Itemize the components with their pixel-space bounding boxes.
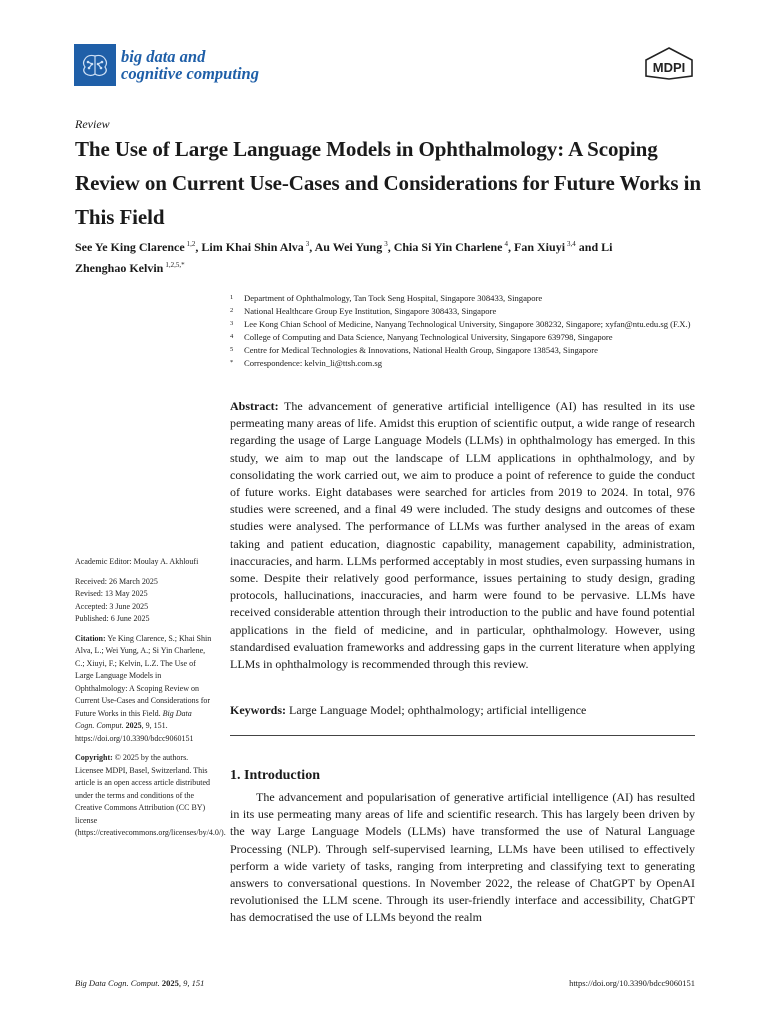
- section-divider: [230, 735, 695, 736]
- date-accepted: Accepted: 3 June 2025: [75, 601, 149, 611]
- affiliation-text: Centre for Medical Technologies & Innovations, National Health Group, Singapore 138543, Singapore: [244, 345, 598, 355]
- footer-doi-link[interactable]: https://doi.org/10.3390/bdcc9060151: [569, 978, 695, 988]
- footer-journal: Big Data Cogn. Comput.: [75, 978, 160, 988]
- affiliation-text: National Healthcare Group Eye Institution, Singapore 308433, Singapore: [244, 306, 497, 316]
- author-affiliation-marker: 3,4: [567, 240, 576, 248]
- journal-logo-icon: [74, 44, 116, 86]
- affiliation-text: Lee Kong Chian School of Medicine, Nanyang Technological University, Singapore 308232, Singapore; xyfan@ntu.edu.sg (F.X.): [244, 319, 691, 329]
- author-separator: ,: [508, 240, 515, 254]
- abstract-label: Abstract:: [230, 399, 279, 413]
- keywords-text: Large Language Model; ophthalmology; artificial intelligence: [289, 703, 587, 717]
- author-name: Fan Xiuyi: [514, 240, 566, 254]
- article-type: Review: [75, 117, 110, 131]
- author-affiliation-marker: 1,2: [186, 240, 196, 248]
- citation-label: Citation:: [75, 633, 106, 643]
- affiliation-number: 1: [230, 294, 234, 301]
- affiliation-number: 4: [230, 333, 234, 340]
- copyright-text: © 2025 by the authors. Licensee MDPI, Basel, Switzerland. This article is an open access article distributed under the terms and conditions of the Creative Commons Attribution (CC BY) license (https://creativecommons.org/licenses/by/4.0/).: [75, 753, 226, 837]
- author-separator: and: [575, 240, 602, 254]
- author-affiliation-marker: 3: [384, 240, 388, 248]
- introduction-text: The advancement and popularisation of generative artificial intelligence (AI) has resulted in its use permeating many areas of life and scientific research. This has largely been driven by the way Large Language Models (LLMs) have transformed the use of Natural Language Processing (NLP). Through self-supervised learning, LLMs have been utilised to effectively perform a wide variety of tasks, ranging from interpreting and classifying text to generating answers to conversational questions. In November 2022, the release of ChatGPT by OpenAI revolutionised the LLM scene. Through its user-friendly interface and accessibility, ChatGPT has democratised the use of LLMs beyond the realm: [230, 790, 695, 925]
- publisher-name: MDPI: [652, 60, 686, 75]
- article-title: The Use of Large Language Models in Ophthalmology: A Scoping Review on Current Use-Cases and Considerations for Future Works in This Field: [75, 137, 701, 229]
- affiliation-number: *: [230, 359, 234, 366]
- author-name: Lim Khai Shin Alva: [201, 240, 304, 254]
- journal-name-line2: cognitive computing: [121, 64, 259, 83]
- citation-journal: Big Data Cogn. Comput.: [75, 708, 192, 730]
- author-list: [75, 235, 635, 277]
- copyright: [75, 752, 226, 840]
- journal-name-line1: big data and: [121, 47, 206, 66]
- citation-text: Ye King Clarence, S.; Khai Shin Alva, L.; Wei Yung, A.; Si Yin Charlene, C.; Xiuyi, F.; Kelvin, L.Z. The Use of Large Language Models in Ophthalmology: A Scoping Review on Current Use-Cases and Considerations for Future Works in this Field.: [75, 633, 212, 718]
- author-name: Li Zhenghao Kelvin: [75, 240, 613, 275]
- section-heading: 1. Introduction: [230, 768, 320, 783]
- keywords-label: Keywords:: [230, 703, 286, 717]
- mdpi-logo-icon: [642, 46, 696, 80]
- footer-volume-page: , 9, 151: [178, 978, 205, 988]
- citation: [75, 633, 213, 746]
- affiliation-item: [230, 318, 700, 331]
- article-info-sidebar: [75, 556, 226, 847]
- date-published: Published: 6 June 2025: [75, 614, 150, 623]
- affiliation-number: 2: [230, 307, 234, 314]
- affiliation-item: [230, 292, 700, 305]
- keywords: [230, 702, 695, 719]
- abstract-text: The advancement of generative artificial intelligence (AI) has resulted in its use permeating many areas of life. Amidst this eruption of scientific output, a wide range of research regarding the usage of Large Language Models (LLMs) in ophthalmology has emerged. In this study, we aim to map out the landscape of LLM applications in ophthalmology, and by consolidating the work carried out, we aim to produce a point of reference to guide the conduct of future works. Eight databases were searched for articles from 2019 to 2024. In total, 976 studies were screened, and a final 49 were included. The study designs and outcomes of these studies were analysed. The performance of LLMs was further analysed in the areas of exam taking and patient education, diagnostic capability, management capability, administration, inaccuracies, and harm. LLMs performed acceptably in most studies, even surpassing humans in some. Despite their relatively good performance, issues pertaining to study design, grading protocols, hallucinations, inaccuracies, and harm were found to be pervasive. LLMs have received considerable attention through their introduction to the public and have found potential applications in the field of medicine, and in particular, ophthalmology. However, using standardised evaluation frameworks and addressing gaps in the current literature when applying LLMs in ophthalmology is recommended through this review.: [230, 399, 695, 672]
- footer-citation: [75, 978, 204, 988]
- citation-rest: , 9, 151. https://doi.org/10.3390/bdcc9060151: [75, 721, 194, 743]
- affiliation-text: College of Computing and Data Science, Nanyang Technological University, Singapore 639798, Singapore: [244, 332, 613, 342]
- copyright-label: Copyright:: [75, 753, 113, 762]
- author-separator: ,: [309, 240, 315, 254]
- author-name: See Ye King Clarence: [75, 240, 185, 254]
- author-affiliation-marker: 3: [305, 240, 310, 248]
- affiliation-item: [230, 357, 700, 370]
- affiliation-number: 3: [230, 320, 234, 327]
- date-received: Received: 26 March 2025: [75, 576, 158, 586]
- affiliation-text: Department of Ophthalmology, Tan Tock Seng Hospital, Singapore 308433, Singapore: [244, 293, 543, 303]
- affiliation-text: Correspondence: kelvin_li@ttsh.com.sg: [244, 358, 382, 368]
- footer-year: 2025: [161, 978, 179, 988]
- author-separator: ,: [195, 240, 202, 254]
- affiliation-item: [230, 305, 700, 318]
- author-separator: ,: [387, 240, 394, 254]
- affiliation-number: 5: [230, 346, 234, 353]
- author-name: Chia Si Yin Charlene: [393, 240, 503, 254]
- abstract: [230, 398, 695, 673]
- date-revised: Revised: 13 May 2025: [75, 589, 148, 598]
- affiliation-item: [230, 344, 700, 357]
- journal-name: [121, 48, 259, 82]
- affiliations: [230, 292, 700, 370]
- author-name: Au Wei Yung: [314, 240, 383, 254]
- citation-year: 2025: [125, 721, 142, 730]
- author-affiliation-marker: 4: [504, 240, 509, 248]
- academic-editor: Academic Editor: Moulay A. Akhloufi: [75, 557, 199, 566]
- affiliation-item: [230, 331, 700, 344]
- author-affiliation-marker: 1,2,5,*: [165, 261, 185, 269]
